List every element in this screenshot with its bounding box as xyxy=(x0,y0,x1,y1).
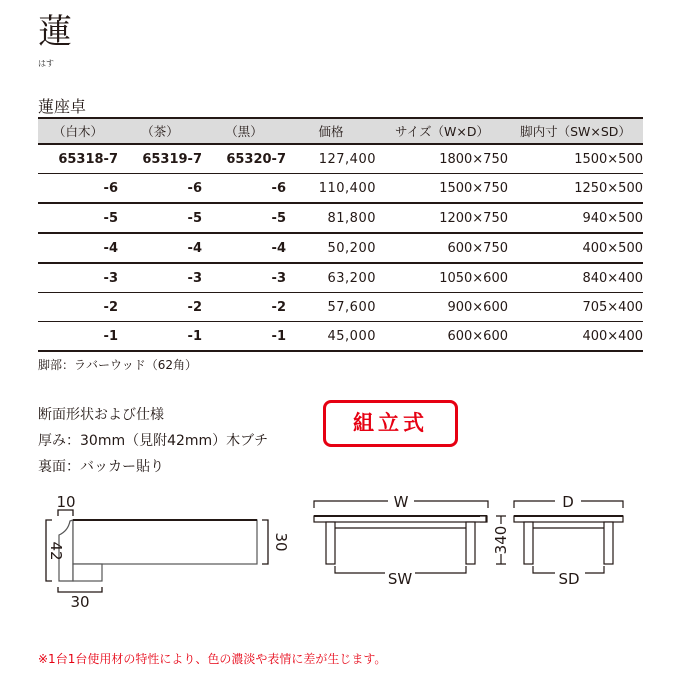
cell-price: 45,000 xyxy=(327,328,376,344)
table-header-row xyxy=(38,118,643,144)
table-row xyxy=(38,203,643,233)
cell-size: 600×750 xyxy=(447,240,508,256)
cell-code-white: -1 xyxy=(103,328,118,344)
depth-label-d: D xyxy=(562,493,574,511)
front-view-diagram xyxy=(300,480,500,590)
cell-code-white: -6 xyxy=(103,180,118,196)
cell-size: 600×600 xyxy=(447,328,508,344)
cell-code-brown: -1 xyxy=(187,328,202,344)
cell-leg-inner: 840×400 xyxy=(582,270,643,286)
leg-material-note: 脚部：ラバーウッド（62角） xyxy=(38,358,198,372)
spec-thickness: 厚み：30mm（見附42mm）木ブチ xyxy=(38,433,269,449)
cell-code-white: -2 xyxy=(103,299,118,315)
cell-size: 1800×750 xyxy=(439,151,508,167)
col-header-white: （白木） xyxy=(52,124,103,139)
product-title: 蓮 xyxy=(38,12,72,52)
table-row xyxy=(38,263,643,293)
table-row xyxy=(38,174,643,204)
cell-code-white: -4 xyxy=(103,240,118,256)
spec-block xyxy=(38,402,268,480)
cell-code-brown: 65319-7 xyxy=(142,151,202,167)
width-label-w: W xyxy=(393,493,409,511)
cell-price: 127,400 xyxy=(318,151,376,167)
cell-code-brown: -5 xyxy=(187,210,202,226)
table-row xyxy=(38,322,643,352)
cell-leg-inner: 940×500 xyxy=(582,210,643,226)
spec-table xyxy=(38,117,643,352)
cell-size: 900×600 xyxy=(447,299,508,315)
cell-code-brown: -3 xyxy=(187,270,202,286)
spec-back: 裏面：バッカー貼り xyxy=(38,459,164,475)
col-header-brown: （茶） xyxy=(141,124,179,139)
cell-price: 63,200 xyxy=(327,270,376,286)
dim-top-10: 10 xyxy=(56,493,76,511)
section-title: 蓮座卓 xyxy=(38,97,87,116)
footnote: ※1台1台使用材の特性により、色の濃淡や表情に差が生じます。 xyxy=(38,652,387,666)
side-view-diagram xyxy=(480,480,640,590)
cell-code-brown: -6 xyxy=(187,180,202,196)
cell-code-black: 65320-7 xyxy=(226,151,286,167)
cell-price: 57,600 xyxy=(327,299,376,315)
col-header-black: （黒） xyxy=(225,124,263,139)
dim-left-42: 42 xyxy=(47,541,65,561)
cell-code-white: -3 xyxy=(103,270,118,286)
cell-leg-inner: 400×400 xyxy=(582,328,643,344)
cell-leg-inner: 1500×500 xyxy=(574,151,643,167)
cell-code-black: -2 xyxy=(271,299,286,315)
inner-width-label-sw: SW xyxy=(387,570,413,588)
cell-code-black: -5 xyxy=(271,210,286,226)
table-row xyxy=(38,293,643,322)
cell-leg-inner: 705×400 xyxy=(582,299,643,315)
cell-code-brown: -2 xyxy=(187,299,202,315)
cell-price: 110,400 xyxy=(318,180,376,196)
dim-bottom-30: 30 xyxy=(70,593,90,611)
assembly-badge: 組立式 xyxy=(323,400,458,447)
dim-right-30: 30 xyxy=(272,532,290,552)
cell-price: 81,800 xyxy=(327,210,376,226)
cross-section-diagram xyxy=(30,485,290,615)
cell-size: 1050×600 xyxy=(439,270,508,286)
cell-code-black: -1 xyxy=(271,328,286,344)
cell-code-brown: -4 xyxy=(187,240,202,256)
col-header-leg-inner: 脚内寸（SW×SD） xyxy=(520,124,631,139)
cell-code-white: 65318-7 xyxy=(58,151,118,167)
cell-size: 1500×750 xyxy=(439,180,508,196)
table-row xyxy=(38,233,643,263)
col-header-price: 価格 xyxy=(318,124,344,139)
cell-code-black: -3 xyxy=(271,270,286,286)
cell-leg-inner: 1250×500 xyxy=(574,180,643,196)
cell-size: 1200×750 xyxy=(439,210,508,226)
cell-code-white: -5 xyxy=(103,210,118,226)
table-row xyxy=(38,144,643,174)
col-header-size: サイズ（W×D） xyxy=(395,124,489,139)
inner-depth-label-sd: SD xyxy=(558,570,580,588)
cell-leg-inner: 400×500 xyxy=(582,240,643,256)
cell-code-black: -4 xyxy=(271,240,286,256)
height-label-340: 340 xyxy=(492,525,510,555)
spec-heading: 断面形状および仕様 xyxy=(38,407,164,423)
cell-code-black: -6 xyxy=(271,180,286,196)
product-reading: はす xyxy=(38,59,54,68)
cell-price: 50,200 xyxy=(327,240,376,256)
